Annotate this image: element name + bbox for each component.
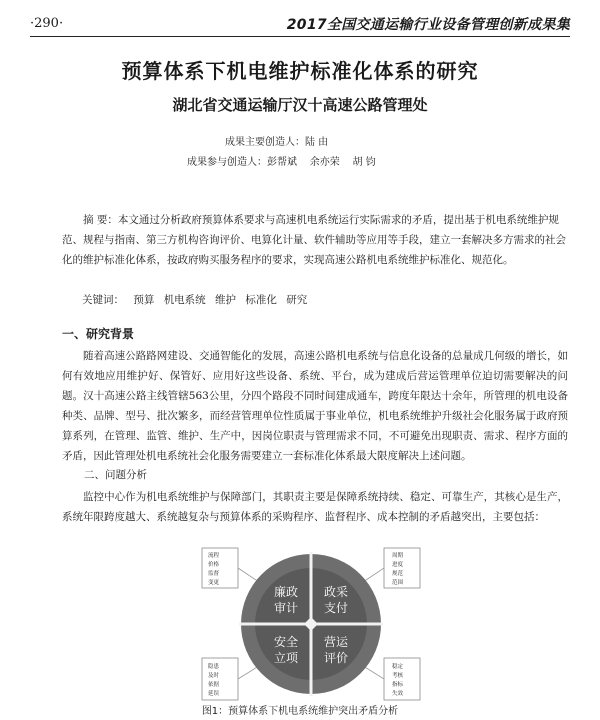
side-item: 隐患 [208,664,220,670]
side-item: 周期 [392,553,404,559]
side-item: 监督 [208,571,220,577]
lead-author-row [225,133,376,153]
paper-title: 预算体系下机电维护标准化体系的研究 [121,59,479,83]
keyword: 机电系统 [163,294,206,306]
side-item: 指标 [392,682,404,688]
figure-caption: 图1：预算体系下机电系统维护突出矛盾分析 [201,706,399,717]
quadrant-label: 立项 [273,651,299,665]
quadrant-label: 安全 [273,635,299,649]
side-item: 变更 [208,580,220,586]
side-item: 及时 [208,673,220,679]
abstract-text: 本文通过分析政府预算体系要求与高速机电系统运行实际需求的矛盾，提出基于机电系统维护规范、规程与指南、第三方机构咨询评价、电算化计量、软件辅助等应用等手段，建立一套解决多方需求的社会化的维护标准化体系，按政府购买服务程序的要求，实现高速公路机电系统维护标准化、规范化。 [62,214,566,266]
lead-author-label: 成果主要创造人： [225,137,305,148]
contributor: 胡 钧 [352,157,376,168]
quadrant-label: 廉政 [273,585,299,599]
journal-title: 2017全国交通运输行业设备管理创新成果集 [286,17,570,33]
side-item: 依据 [208,682,220,688]
figure-diagram [200,544,422,704]
section-body-analysis: 监控中心作为机电系统维护与保障部门，其职责主要是保障系统持续、稳定、可靠生产，其核心是生产，系统年限跨度越大、系统越复杂与预算体系的采购程序、监督程序、成本控制的矛盾越突出，主要包括： [62,491,568,523]
lead-author: 陆 由 [305,137,329,148]
institution: 湖北省交通运输厅汉十高速公路管理处 [172,96,428,114]
side-item: 考核 [392,673,404,679]
abstract [62,210,568,270]
keyword: 研究 [286,294,308,306]
quadrant-label: 审计 [273,601,299,615]
side-item: 稳定 [392,664,404,670]
side-item: 流程 [208,553,220,559]
contradiction-diagram [200,544,422,704]
quadrant-label: 营运 [323,635,349,649]
side-item: 价格 [208,562,220,568]
contributors-row [187,153,376,173]
keywords [82,292,307,307]
side-item: 范围 [392,580,404,586]
side-item: 失效 [392,691,404,697]
contributor: 余亦荣 [309,157,340,168]
keyword: 预算 [133,294,155,306]
page-number: ·290· [30,16,64,31]
abstract-label: 摘 要： [83,214,118,226]
section-heading-background: 一、研究背景 [62,327,135,341]
quadrant-label: 政采 [323,585,349,599]
contrib-label: 成果参与创造人： [187,157,267,168]
section-body-background: 随着高速公路路网建设、交通智能化的发展，高速公路机电系统与信息化设备的总量成几何级的增长，如何有效地应用维护好、保管好、应用好这些设备、系统、平台，成为建成后营运管理单位迫切需要解决的问题。汉十高速公路主线管辖563公里，分四个路段不同时间建成通车，跨度年限达十余年，所管理的机电设备种类、品牌、型号、批次繁多，而经营管理单位性质属于事业单位，机电系统维护升级社会化服务属于政府预算系列，在管理、监管、维护、生产中，因岗位职责与管理需求不同，不可避免出现职责、需求、程序方面的矛盾，因此管理处机电系统社会化服务需要建立一套标准化体系最大限度解决上述问题。 [62,350,568,462]
contributor: 彭帮斌 [267,157,297,168]
side-item: 延误 [208,691,220,697]
page-header [30,10,570,37]
side-item: 进度 [392,562,404,568]
quadrant-label: 评价 [323,651,349,665]
keyword: 标准化 [245,294,277,306]
authors-block [187,133,376,173]
quadrant-label: 支付 [323,601,349,615]
keywords-label: 关键词： [82,294,124,306]
section-heading-analysis: 二、问题分析 [84,469,147,481]
side-item: 规范 [392,571,404,577]
keyword: 维护 [215,294,237,306]
